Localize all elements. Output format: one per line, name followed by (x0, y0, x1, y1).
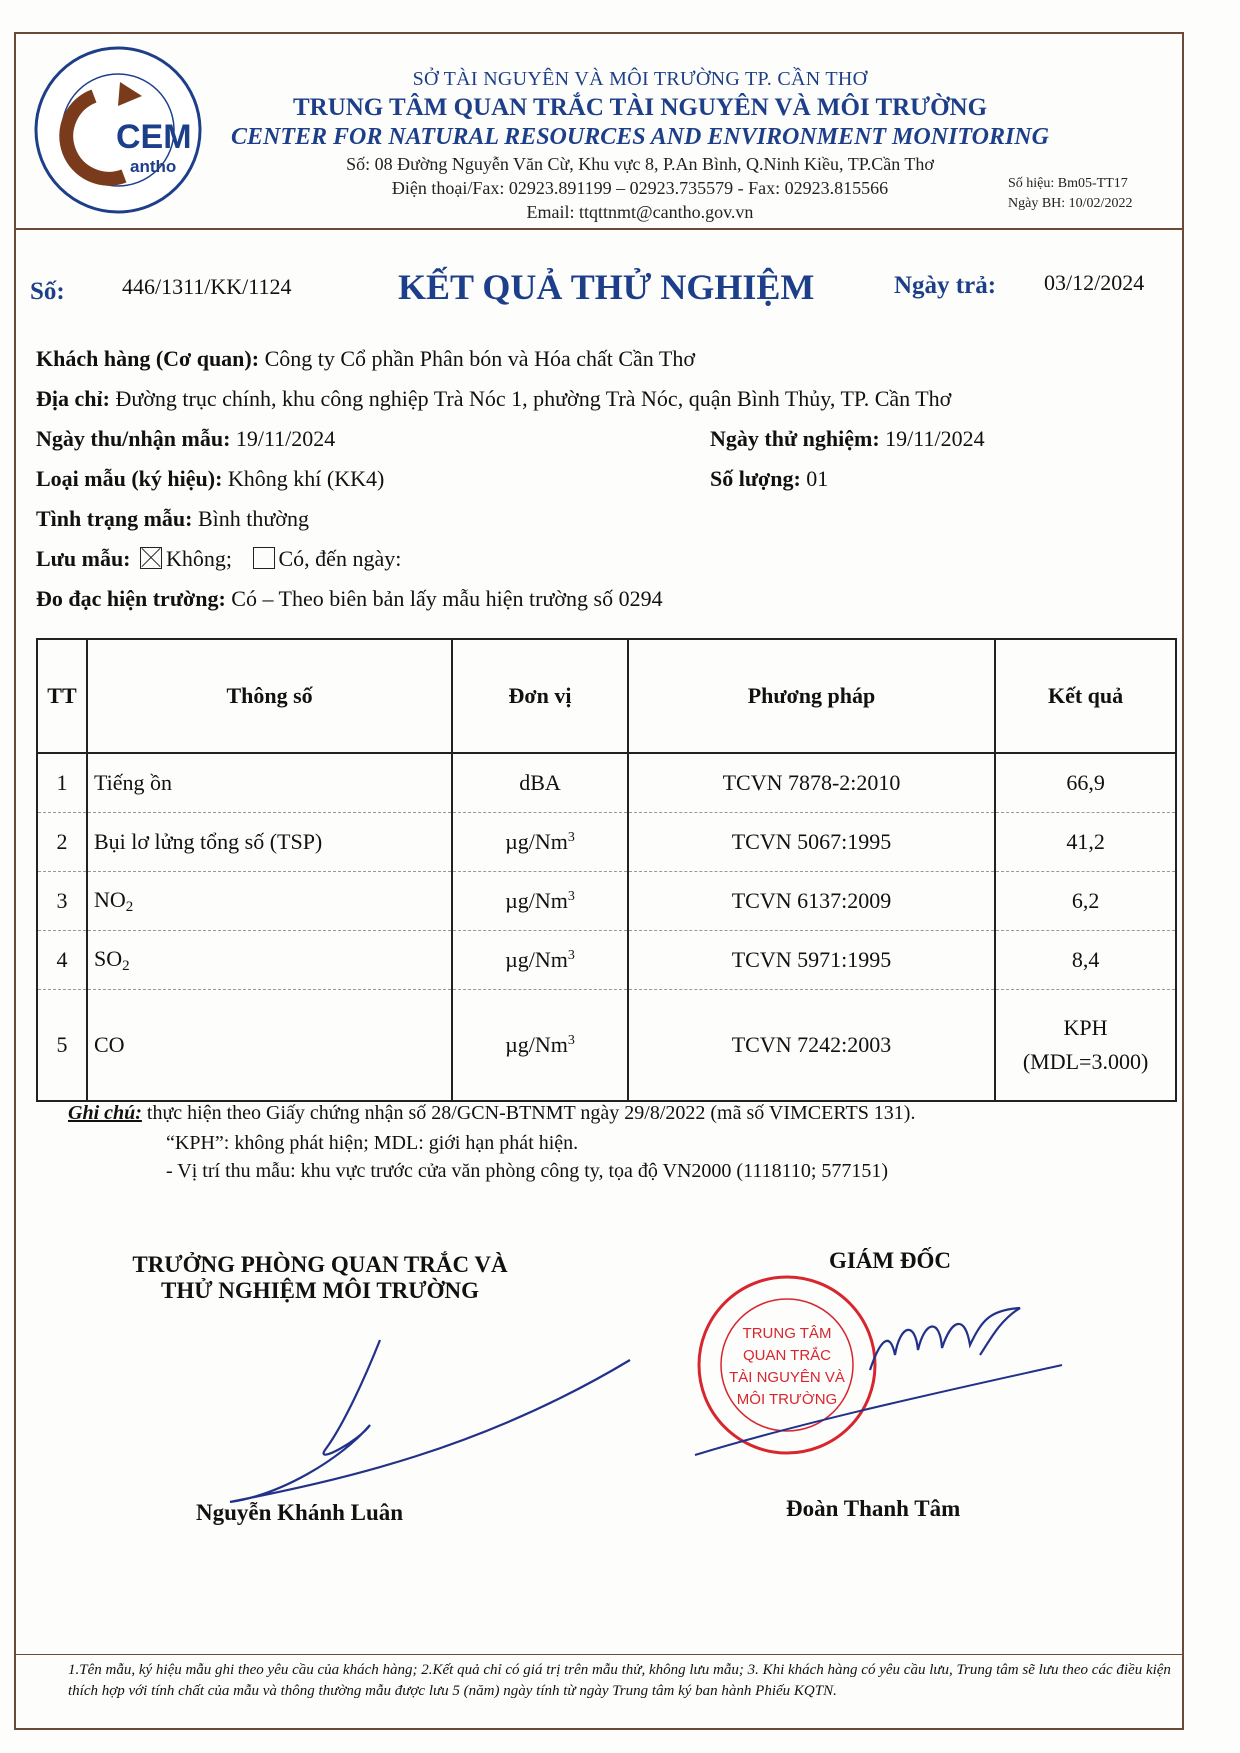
param-subscript: 2 (125, 898, 134, 915)
row-method: TCVN 5971:1995 (628, 931, 995, 990)
row-param (87, 931, 452, 990)
table-row (37, 990, 1176, 1102)
customer-label: Khách hàng (Cơ quan): (36, 346, 260, 371)
unit-text: µg/Nm (505, 1032, 568, 1057)
doc-number-label: Số: (30, 278, 65, 305)
unit-text: µg/Nm (505, 947, 568, 972)
center-email: Email: ttqttnmt@cantho.gov.vn (526, 202, 754, 222)
results-table (36, 638, 1177, 1102)
row-tt: 1 (37, 753, 87, 813)
test-date-line (710, 426, 985, 452)
sample-type-value: Không khí (KK4) (227, 466, 385, 491)
sample-retention-line (36, 546, 401, 572)
field-measure-value: Có – Theo biên bản lấy mẫu hiện trường số 0294 (231, 586, 663, 611)
note-line-1 (68, 1102, 915, 1125)
customer-line (36, 346, 695, 372)
header-divider (14, 228, 1184, 230)
table-row (37, 813, 1176, 872)
page-title: KẾT QUẢ THỬ NGHIỆM (398, 267, 815, 307)
right-signature (690, 1300, 1070, 1470)
doc-number: 446/1311/KK/1124 (122, 274, 292, 299)
row-result (995, 990, 1176, 1102)
unit-text: µg/Nm (505, 888, 568, 913)
row-result: 66,9 (995, 753, 1176, 813)
cem-logo (32, 44, 204, 216)
unit-text: µg/Nm (505, 829, 568, 854)
unit-superscript: 3 (567, 830, 575, 845)
dept-name: SỞ TÀI NGUYÊN VÀ MÔI TRƯỜNG TP. CẦN THƠ (412, 68, 868, 90)
quantity-label: Số lượng: (710, 466, 801, 491)
retention-yes-label: Có, đến ngày: (278, 546, 402, 571)
left-role-line-1: TRƯỞNG PHÒNG QUAN TRẮC VÀ (132, 1252, 508, 1277)
center-phone: Điện thoại/Fax: 02923.891199 – 02923.735579 - Fax: 02923.815566 (391, 178, 889, 198)
sample-status-line (36, 506, 309, 532)
row-result: 8,4 (995, 931, 1176, 990)
receive-date-line (36, 426, 335, 452)
row-param: Tiếng ồn (87, 753, 452, 813)
col-header-param: Thông số (87, 639, 452, 753)
quantity-line (710, 466, 828, 492)
row-unit: dBA (452, 753, 628, 813)
param-text: NO (93, 886, 126, 912)
col-header-method: Phương pháp (628, 639, 995, 753)
address-label: Địa chỉ: (36, 386, 110, 411)
table-row (37, 753, 1176, 813)
footer-divider (14, 1654, 1184, 1655)
sample-status-label: Tình trạng mẫu: (36, 506, 193, 531)
receive-date-label: Ngày thu/nhận mẫu: (36, 426, 231, 451)
row-method: TCVN 5067:1995 (628, 813, 995, 872)
row-unit (452, 813, 628, 872)
sample-retention-label: Lưu mẫu: (36, 546, 131, 571)
left-signature (220, 1330, 640, 1510)
row-param: Bụi lơ lửng tổng số (TSP) (87, 813, 452, 872)
row-result: 41,2 (995, 813, 1176, 872)
row-unit (452, 872, 628, 931)
row-unit (452, 990, 628, 1102)
note-text-3: - Vị trí thu mẫu: khu vực trước cửa văn phòng công ty, tọa độ VN2000 (1118110; 577151) (166, 1160, 889, 1182)
quantity-value: 01 (806, 466, 829, 491)
center-name-vn: TRUNG TÂM QUAN TRẮC TÀI NGUYÊN VÀ MÔI TRƯỜNG (292, 94, 988, 121)
row-tt: 4 (37, 931, 87, 990)
note-text-1: thực hiện theo Giấy chứng nhận số 28/GCN-BTNMT ngày 29/8/2022 (mã số VIMCERTS 131). (146, 1102, 916, 1124)
receive-date-value: 19/11/2024 (235, 426, 336, 451)
left-role-line-2: THỬ NGHIỆM MÔI TRƯỜNG (161, 1278, 479, 1303)
form-code: Số hiệu: Bm05-TT17 (1008, 176, 1128, 191)
stamp-line-2: QUAN TRẮC (742, 1347, 832, 1364)
return-date-label: Ngày trả: (894, 272, 997, 299)
retention-no-label: Không; (166, 546, 232, 571)
row-method: TCVN 7878-2:2010 (628, 753, 995, 813)
row-tt: 3 (37, 872, 87, 931)
logo-subtext: antho (130, 157, 177, 176)
table-row (37, 931, 1176, 990)
sample-type-label: Loại mẫu (ký hiệu): (36, 466, 223, 491)
right-signer-name: Đoàn Thanh Tâm (786, 1496, 961, 1521)
param-subscript: 2 (122, 957, 130, 974)
address-line (36, 386, 951, 412)
form-issue-date: Ngày BH: 10/02/2022 (1008, 196, 1133, 211)
row-method: TCVN 6137:2009 (628, 872, 995, 931)
sample-type-line (36, 466, 384, 492)
row-param: CO (87, 990, 452, 1102)
test-date-value: 19/11/2024 (885, 426, 985, 451)
test-date-label: Ngày thử nghiệm: (710, 426, 880, 451)
table-header-row (37, 639, 1176, 753)
param-text: SO (93, 945, 123, 971)
address-value: Đường trục chính, khu công nghiệp Trà Nóc 1, phường Trà Nóc, quận Bình Thủy, TP. Cần Thơ (115, 386, 952, 411)
result-mdl: (MDL=3.000) (1022, 1049, 1149, 1074)
stamp-line-1: TRUNG TÂM (742, 1325, 832, 1342)
footer-notes: 1.Tên mẫu, ký hiệu mẫu ghi theo yêu cầu của khách hàng; 2.Kết quả chỉ có giá trị trên mẫu thử, không lưu mẫu; 3. Khi khách hàng có yêu cầu lưu, Trung tâm sẽ lưu theo các điều kiện thích hợp với tính chất của mẫu và thông thường mẫu được lưu 5 (năm) ngày tính từ ngày Trung tâm ký ban hành Phiếu KQTN. (68, 1662, 1171, 1699)
stamp-line-3: TÀI NGUYÊN VÀ (729, 1369, 845, 1386)
row-tt: 2 (37, 813, 87, 872)
left-signer-name: Nguyễn Khánh Luân (196, 1500, 404, 1525)
col-header-unit: Đơn vị (452, 639, 628, 753)
form-code-block (1008, 174, 1132, 214)
sample-status-value: Bình thường (197, 506, 309, 531)
row-result: 6,2 (995, 872, 1176, 931)
row-unit (452, 931, 628, 990)
field-measure-line (36, 586, 663, 612)
field-measure-label: Đo đạc hiện trường: (36, 586, 226, 611)
note-label: Ghi chú: (68, 1102, 142, 1124)
note-text-2: “KPH”: không phát hiện; MDL: giới hạn phát hiện. (166, 1132, 579, 1154)
row-method: TCVN 7242:2003 (628, 990, 995, 1102)
left-signer-role (80, 1252, 560, 1304)
retention-no-checkbox (140, 547, 162, 569)
return-date: 03/12/2024 (1044, 270, 1145, 295)
stamp-line-4: MÔI TRƯỜNG (736, 1391, 838, 1408)
logo-text: CEM (116, 118, 192, 156)
col-header-result: Kết quả (995, 639, 1176, 753)
table-row (37, 872, 1176, 931)
unit-superscript: 3 (567, 948, 575, 963)
retention-yes-checkbox (253, 547, 275, 569)
center-name-en: CENTER FOR NATURAL RESOURCES AND ENVIRONMENT MONITORING (231, 124, 1049, 150)
col-header-tt: TT (37, 639, 87, 753)
result-value: KPH (1063, 1015, 1108, 1040)
row-tt: 5 (37, 990, 87, 1102)
row-param (87, 872, 452, 931)
customer-value: Công ty Cổ phần Phân bón và Hóa chất Cần Thơ (264, 346, 695, 371)
unit-superscript: 3 (567, 889, 575, 904)
center-address: Số: 08 Đường Nguyễn Văn Cừ, Khu vực 8, P.An Bình, Q.Ninh Kiều, TP.Cần Thơ (346, 154, 934, 174)
right-signer-role: GIÁM ĐỐC (828, 1248, 952, 1273)
unit-superscript: 3 (567, 1033, 575, 1048)
